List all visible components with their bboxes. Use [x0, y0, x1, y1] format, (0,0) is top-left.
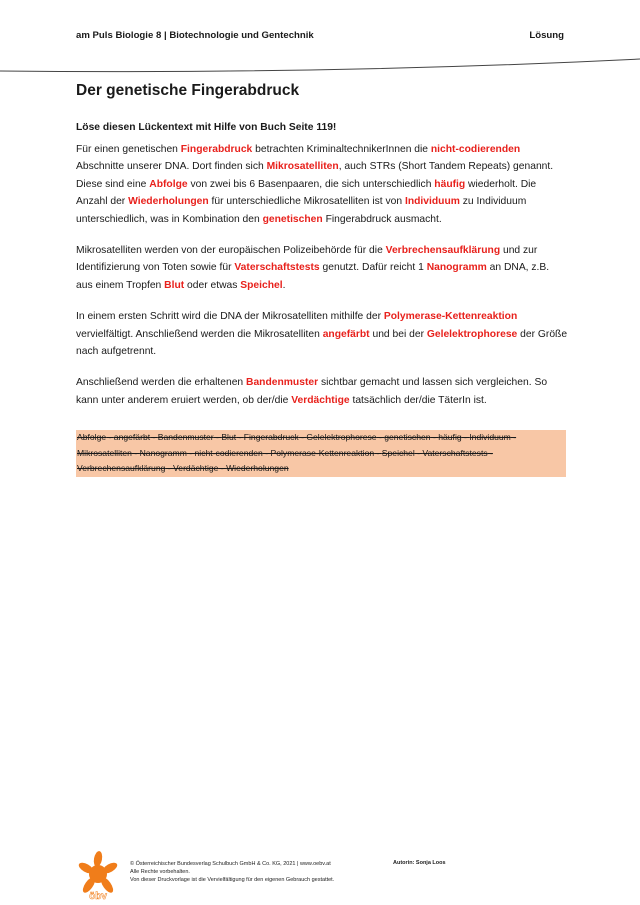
text-segment: und zur Identifizierung von Toten sowie für — [76, 245, 538, 274]
header-divider — [0, 0, 640, 80]
text-segment: sichtbar gemacht und lassen sich vergleichen. So kann unter anderem eruiert werden, ob der/die — [76, 377, 548, 406]
word-bank-item: Verbrechensaufklärung — [77, 463, 166, 474]
word-bank-item: Blut — [221, 432, 237, 442]
text-segment: an DNA, z.B. aus einem Tropfen — [76, 262, 550, 291]
word-bank-separator: - — [131, 447, 140, 458]
page-footer — [0, 840, 640, 900]
header-book-title: am Puls Biologie 8 | Biotechnologie und Gentechnik — [76, 30, 314, 41]
text-segment: Fingerabdruck ausmacht. — [322, 213, 442, 225]
word-bank-item: nicht-codierenden — [194, 447, 263, 458]
instruction: Löse diesen Lückentext mit Hilfe von Buch Seite 119! — [76, 122, 337, 133]
word-bank-item: Fingerabdruck — [243, 432, 299, 442]
text-segment: wiederholt. Die Anzahl der — [76, 178, 537, 208]
word-bank-separator: - — [414, 447, 423, 458]
gap-answer: Polymerase-Kettenreaktion — [383, 311, 518, 323]
text-segment: betrachten KriminaltechnikerInnen die — [252, 144, 431, 155]
word-bank-separator: - — [165, 463, 174, 474]
word-bank-separator: - — [236, 432, 244, 442]
text-segment: . — [282, 279, 286, 291]
gap-answer: angefärbt — [322, 328, 370, 340]
gap-answer: Mikrosatelliten — [266, 161, 339, 173]
cloze-paragraph — [76, 141, 568, 228]
footer-author: Autorin: Sonja Loos — [393, 860, 446, 866]
gap-answer: Vaterschaftstests — [234, 262, 320, 274]
footer-copyright: © Österreichischer Bundesverlag Schulbuch GmbH & Co. KG, 2021 | www.oebv.at Alle Rechte vorbehalten. Von dieser Druckvorlage ist die Vervielfältigung für den eigenen Gebrauch gestattet. — [130, 861, 335, 883]
cloze-paragraph — [76, 308, 568, 360]
text-segment: Mikrosatelliten werden von der europäischen Polizeibehörde für die — [76, 245, 386, 257]
word-bank-separator: - — [487, 447, 493, 458]
word-bank-item: Bandenmuster — [157, 432, 214, 442]
gap-answer: Verdächtige — [291, 394, 350, 406]
header-solution-label: Lösung — [529, 30, 564, 41]
text-segment: In einem ersten Schritt wird die DNA der Mikrosatelliten mithilfe der — [76, 311, 384, 323]
word-bank-separator: - — [376, 432, 385, 442]
gap-answer: Nanogramm — [426, 262, 487, 274]
word-bank-separator: - — [262, 447, 271, 458]
page-title: Der genetische Fingerabdruck — [76, 82, 300, 99]
word-bank-item: Gelelektrophorese — [306, 432, 377, 442]
word-bank — [76, 430, 566, 477]
word-bank-separator: - — [213, 432, 222, 442]
word-bank-item: Verdächtige — [173, 463, 219, 474]
text-segment: vervielfältigt. Anschließend werden die Mikrosatelliten — [76, 328, 323, 340]
gap-answer: Verbrechensaufklärung — [385, 245, 501, 257]
word-bank-separator: - — [430, 432, 439, 442]
text-segment: für unterschiedliche Mikrosatelliten ist von — [208, 196, 405, 208]
text-segment: und bei der — [369, 328, 427, 340]
word-bank-item: Vaterschaftstests — [422, 447, 488, 458]
word-bank-separator: - — [461, 432, 470, 442]
gap-answer: nicht-codierenden — [430, 144, 521, 155]
word-bank-separator: - — [218, 463, 227, 474]
word-bank-separator: - — [510, 432, 517, 442]
word-bank-item: Abfolge — [77, 432, 107, 442]
gap-answer: Gelelektrophorese — [426, 328, 518, 340]
gap-answer: Speichel — [240, 279, 283, 291]
word-bank-item: angefärbt — [113, 432, 151, 442]
word-bank-item: Speichel — [381, 447, 415, 458]
word-bank-separator: - — [150, 432, 158, 442]
gap-answer: Fingerabdruck — [180, 144, 253, 155]
gap-answer: Wiederholungen — [128, 196, 209, 208]
gap-answer: Bandenmuster — [246, 377, 319, 389]
word-bank-item: Individuum — [469, 432, 511, 442]
gap-answer: Individuum — [404, 196, 460, 208]
text-segment: Für einen genetischen — [76, 144, 181, 155]
cloze-paragraph — [76, 374, 568, 409]
word-bank-item: genetischen — [384, 432, 431, 442]
word-bank-separator: - — [374, 447, 382, 458]
gap-answer: genetischen — [262, 213, 323, 225]
gap-answer: häufig — [434, 178, 466, 190]
text-segment: tatsächlich der/die TäterIn ist. — [349, 394, 487, 406]
text-segment: genutzt. Dafür reicht 1 — [319, 262, 427, 274]
word-bank-item: Wiederholungen — [226, 463, 289, 474]
text-segment: zu Individuum unterschiedlich, was in Kombination den — [76, 196, 527, 225]
word-bank-item: Mikrosatelliten — [77, 447, 132, 458]
word-bank-item: häufig — [438, 432, 462, 442]
text-segment: , auch STRs (Short Tandem Repeats) genannt. Diese sind eine — [76, 161, 554, 190]
cloze-text — [76, 141, 568, 423]
text-segment: von zwei bis 6 Basenpaaren, die sich unterschiedlich — [187, 178, 435, 190]
text-segment: der Größe nach aufgetrennt. — [76, 328, 568, 358]
word-bank-item: Nanogramm — [139, 447, 187, 458]
logo-text: öbv — [89, 891, 107, 902]
word-bank-separator: - — [298, 432, 307, 442]
gap-answer: Blut — [164, 279, 185, 291]
cloze-paragraph — [76, 242, 568, 294]
text-segment: Abschnitte unserer DNA. Dort finden sich — [76, 161, 267, 173]
word-bank-separator: - — [186, 447, 195, 458]
text-segment: oder etwas — [184, 279, 241, 291]
word-bank-separator: - — [106, 432, 114, 442]
text-segment: Anschließend werden die erhaltenen — [76, 377, 247, 389]
gap-answer: Abfolge — [149, 178, 188, 190]
oebv-logo-icon — [76, 850, 120, 902]
word-bank-item: Polymerase-Kettenreaktion — [270, 447, 375, 458]
